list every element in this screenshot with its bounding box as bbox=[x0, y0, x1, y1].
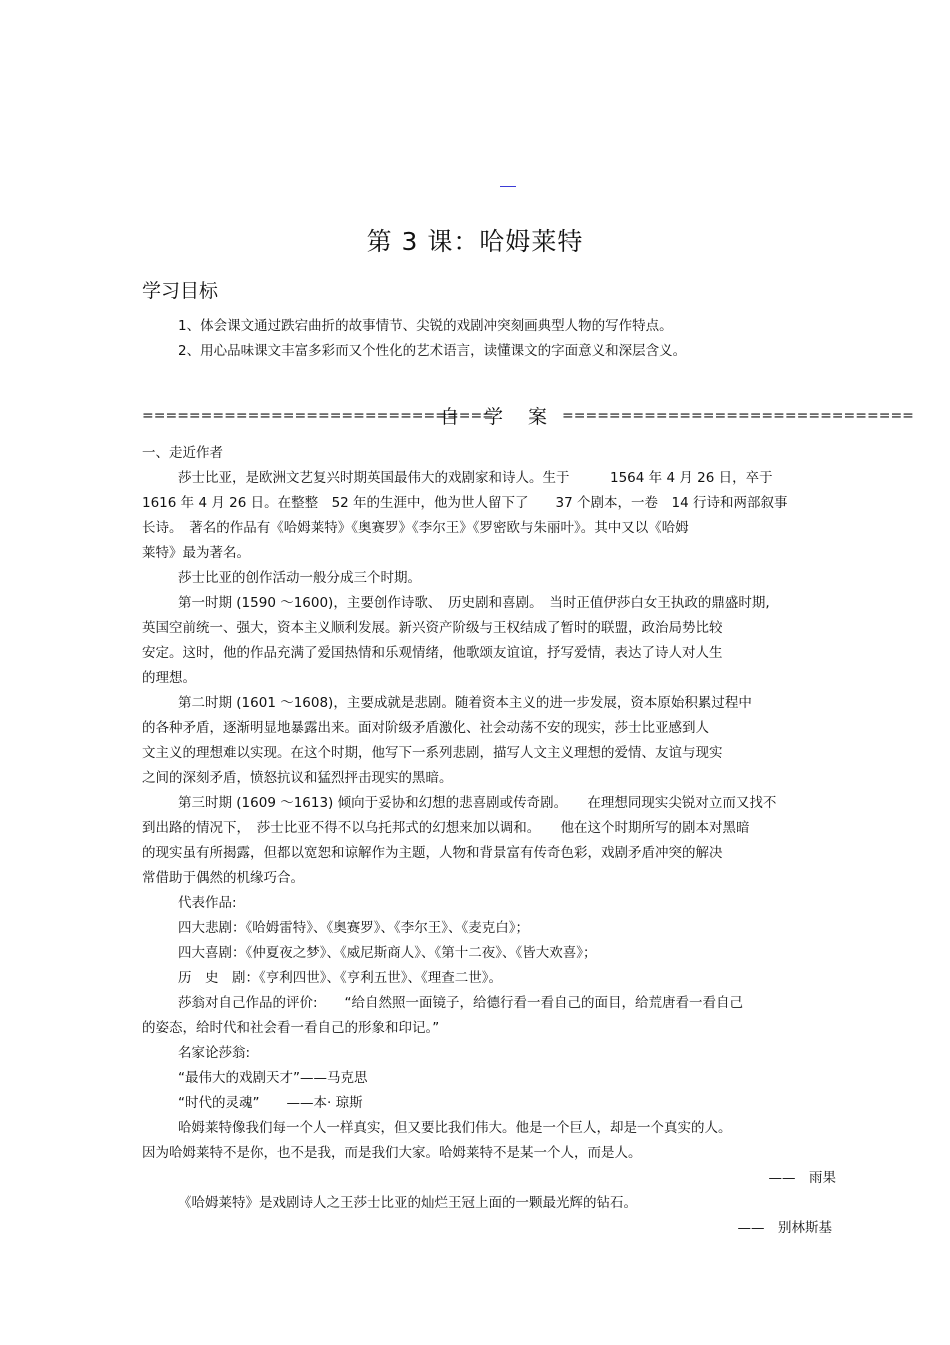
paragraph-line: 名家论莎翁: bbox=[178, 1045, 251, 1061]
works-histories: 历 史 剧：《亨利四世》、《亨利五世》、《理查二世》。 bbox=[178, 970, 502, 986]
paragraph-line: 莱特》最为著名。 bbox=[142, 545, 250, 561]
paragraph-line: 第二时期 (1601 ～1608)，主要成就是悲剧。随着资本主义的进一步发展，资本原始积累过程中 bbox=[178, 695, 752, 711]
objective-item: 1、体会课文通过跌宕曲折的故事情节、尖锐的戏剧冲突刻画典型人物的写作特点。 bbox=[178, 318, 673, 334]
paragraph-line: 常借助于偶然的机缘巧合。 bbox=[142, 870, 304, 886]
divider-right: ============================== bbox=[562, 408, 914, 424]
paragraph-line: 的现实虽有所揭露，但都以宽恕和谅解作为主题，人物和背景富有传奇色彩，戏剧矛盾冲突的解决 bbox=[142, 845, 723, 861]
paragraph-line: 的姿态，给时代和社会看一看自己的形象和印记。” bbox=[142, 1020, 440, 1036]
paragraph-line: 代表作品: bbox=[178, 895, 237, 911]
paragraph-line: 的各种矛盾，逐渐明显地暴露出来。面对阶级矛盾激化、社会动荡不安的现实，莎士比亚感到人 bbox=[142, 720, 709, 736]
objectives-heading: 学习目标 bbox=[142, 280, 219, 302]
works-comedies: 四大喜剧：《仲夏夜之梦》、《威尼斯商人》、《第十二夜》、《皆大欢喜》； bbox=[178, 945, 597, 961]
paragraph-line: 第三时期 (1609 ～1613) 倾向于妥协和幻想的悲喜剧或传奇剧。 在理想同现实尖锐对立而又找不 bbox=[178, 795, 777, 811]
objective-item: 2、用心品味课文丰富多彩而又个性化的艺术语言，读懂课文的字面意义和深层含义。 bbox=[178, 343, 687, 359]
paragraph-line: 文主义的理想难以实现。在这个时期，他写下一系列悲剧，描写人文主义理想的爱情、友谊与现实 bbox=[142, 745, 723, 761]
paragraph-line: 《哈姆莱特》是戏剧诗人之王莎士比亚的灿烂王冠上面的一颗最光辉的钻石。 bbox=[178, 1195, 637, 1211]
paragraph-line: 莎士比亚的创作活动一般分成三个时期。 bbox=[178, 570, 421, 586]
paragraph-line: 哈姆莱特像我们每一个人一样真实，但又要比我们伟大。他是一个巨人，却是一个真实的人。 bbox=[178, 1120, 732, 1136]
paragraph-line: 安定。这时，他的作品充满了爱国热情和乐观情绪，他歌颂友谊谊，抒写爱情，表达了诗人对人生 bbox=[142, 645, 723, 661]
quote-line: “最伟大的戏剧天才”——马克思 bbox=[178, 1070, 368, 1086]
paragraph-line: 1616 年 4 月 26 日。在整整 52 年的生涯中，他为世人留下了 37 个剧本，一卷 14 行诗和两部叙事 bbox=[142, 495, 788, 511]
attribution: —— 别林斯基 bbox=[737, 1220, 832, 1236]
paragraph-line: 到出路的情况下， 莎士比亚不得不以乌托邦式的幻想来加以调和。 他在这个时期所写的剧本对黑暗 bbox=[142, 820, 750, 836]
paragraph-line: 第一时期 (1590 ～1600)，主要创作诗歌、 历史剧和喜剧。 当时正值伊莎白女王执政的鼎盛时期, bbox=[178, 595, 770, 611]
paragraph-line: 因为哈姆莱特不是你，也不是我，而是我们大家。哈姆莱特不是某一个人，而是人。 bbox=[142, 1145, 642, 1161]
paragraph-line: 莎翁对自己作品的评价: “给自然照一面镜子，给德行看一看自己的面目，给荒唐看一看自己 bbox=[178, 995, 744, 1011]
paragraph-line: 英国空前统一、强大，资本主义顺利发展。新兴资产阶级与王权结成了暂时的联盟，政治局势比较 bbox=[142, 620, 723, 636]
paragraph-line: 之间的深刻矛盾，愤怒抗议和猛烈抨击现实的黑暗。 bbox=[142, 770, 453, 786]
quote-line: “时代的灵魂” ——本· 琼斯 bbox=[178, 1095, 363, 1111]
divider-label: 自学案 bbox=[440, 406, 573, 428]
works-tragedies: 四大悲剧：《哈姆雷特》、《奥赛罗》、《李尔王》、《麦克白》； bbox=[178, 920, 529, 936]
paragraph-line: 莎士比亚，是欧洲文艺复兴时期英国最伟大的戏剧家和诗人。生于 1564 年 4 月 26 日，卒于 bbox=[178, 470, 773, 486]
page-title: 第 3 课：哈姆莱特 bbox=[366, 227, 584, 256]
header-rule bbox=[500, 186, 516, 187]
section-heading: 一、走近作者 bbox=[142, 445, 223, 461]
paragraph-line: 长诗。 著名的作品有《哈姆莱特》《奥赛罗》《李尔王》《罗密欧与朱丽叶》。其中又以《哈姆 bbox=[142, 520, 689, 536]
attribution: —— 雨果 bbox=[768, 1170, 836, 1186]
paragraph-line: 的理想。 bbox=[142, 670, 196, 686]
divider-left: ============================== bbox=[142, 408, 494, 424]
